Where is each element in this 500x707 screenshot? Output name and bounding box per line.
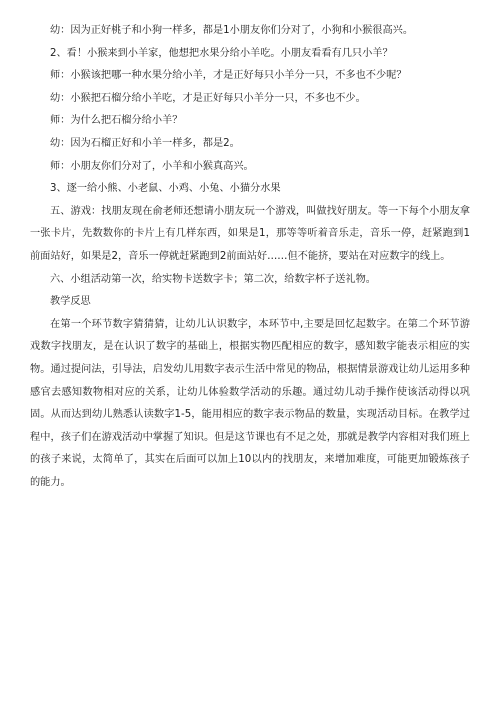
text-line: 幼：因为石榴正好和小羊一样多，都是2。 (50, 137, 240, 149)
text-line: 师：小猴该把哪一种水果分给小羊，才是正好每只小羊分一只，不多也不少呢？ (50, 70, 407, 82)
text-line: 师：为什么把石榴分给小羊？ (50, 115, 183, 127)
reflection-heading: 教学反思 (50, 296, 91, 308)
text-line: 幼：因为正好桃子和小狗一样多，都是1小朋友你们分对了，小狗和小猴很高兴。 (50, 25, 414, 36)
group-activity-line: 六、小组活动第一次，给实物卡送数字卡；第二次，给数字杯子送礼物。 (50, 273, 376, 285)
text-line: 2、看！小猴来到小羊家，他想把水果分给小羊吃。小朋友看看有几只小羊？ (50, 47, 393, 59)
text-line: 师：小朋友你们分对了，小羊和小猴真高兴。 (50, 160, 254, 172)
text-line: 3、逐一给小熊、小老鼠、小鸡、小兔、小猫分水果 (50, 183, 281, 195)
text-line: 幼：小猴把石榴分给小羊吃，才是正好每只小羊分一只，不多也不少。 (50, 92, 366, 104)
reflection-paragraph: 在第一个环节数字猜猜猜，让幼儿认识数字，本环节中,主要是回忆起数字。在第二个环节游戏数字找朋友，是在认识了数字的基础上，根据实物匹配相应的数字，感知数字能表示相应的实物。通过提问法，引导法，启发幼儿用数字表示生活中常见的物品，根据情景游戏让幼儿运用多种感官去感知数物相对应的关系，让幼儿体验数学活动的乐趣。通过幼儿动手操作使该活动得以巩固。从而达到幼儿熟悉认读数字1-5，能用相应的数字表示物品的数量，实现活动目标。在教学过程中，孩子们在游戏活动中掌握了知识。但是这节课也有不足之处，那就是教学内容相对我们班上的孩子来说，太简单了，其实在后面可以加上10以内的找朋友，来增加难度，可能更加锻炼孩子的能力。 (30, 318, 470, 488)
game-paragraph: 五、游戏：找朋友现在俞老师还想请小朋友玩一个游戏，叫做找好朋友。等一下每个小朋友拿一张卡片，先数数你的卡片上有几样东西，如果是1，那等等听着音乐走，音乐一停，赶紧跑到1前面站好，如果是2，音乐一停就赶紧跑到2前面站好……但不能挤，要站在对应数字的线上。 (30, 205, 470, 262)
document-page (30, 20, 470, 494)
